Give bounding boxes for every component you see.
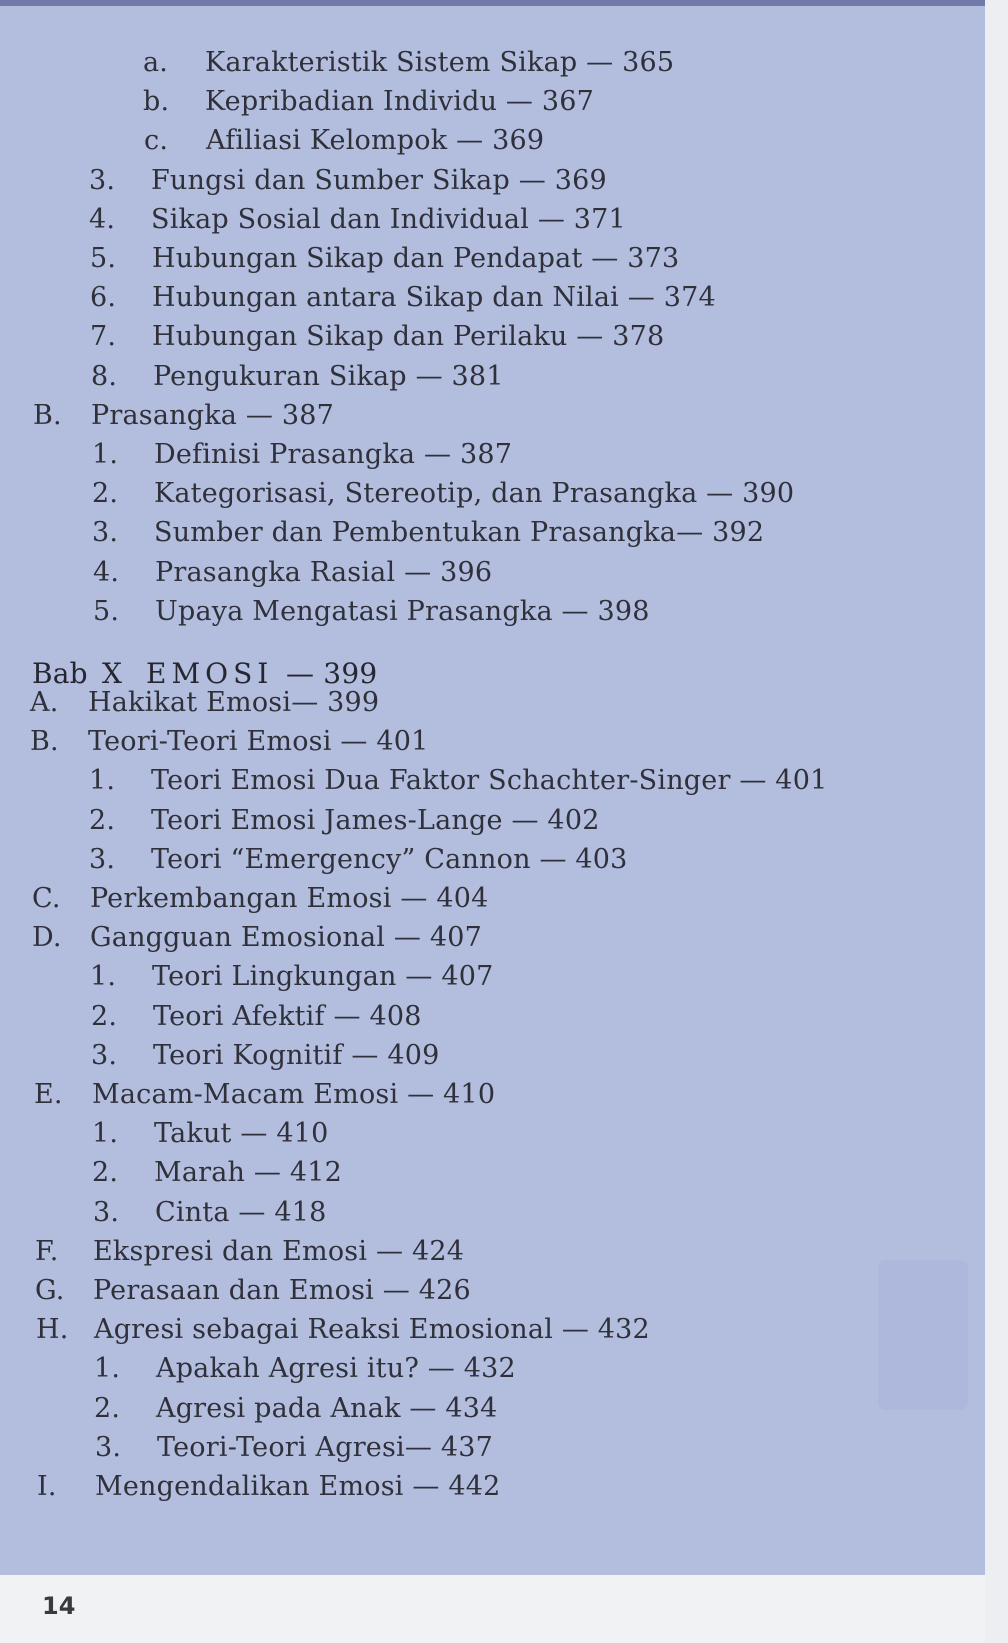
toc-entry-marker: 2. [92,1157,119,1189]
chapter-title: EMOSI [146,657,274,690]
toc-entry-text: Apakah Agresi itu? — 432 [156,1353,516,1385]
toc-entry-text: Teori Kognitif — 409 [153,1039,440,1071]
toc-entry-marker: 1. [89,765,116,797]
toc-entry-text: Prasangka — 387 [91,399,334,431]
toc-entry-marker: 4. [89,203,116,235]
toc-entry-marker: 5. [93,595,120,627]
toc-entry-marker: 3. [95,1431,122,1463]
toc-entry-marker: 2. [92,478,119,510]
toc-entry-marker: I. [37,1471,57,1502]
toc-entry-text: Cinta — 418 [155,1196,327,1228]
toc-entry-text: Prasangka Rasial — 396 [155,556,493,588]
toc-entry-text: Karakteristik Sistem Sikap — 365 [205,47,675,78]
toc-entry-text: Kepribadian Individu — 367 [205,86,595,118]
chapter-label: Bab [32,657,88,690]
toc-entry-text: Perkembangan Emosi — 404 [90,883,489,914]
toc-entry-marker: a. [143,47,169,78]
toc-entry-marker: 1. [92,439,119,470]
toc-entry-text: Gangguan Emosional — 407 [90,922,483,954]
toc-entry-marker: B. [30,726,59,758]
toc-entry-text: Teori Lingkungan — 407 [152,961,494,993]
toc-entry-marker: A. [30,687,59,718]
page-number: 14 [42,1592,76,1620]
toc-entry-text: Teori-Teori Agresi— 437 [157,1431,493,1463]
page-right-margin [985,0,1008,1643]
toc-entry-text: Agresi pada Anak — 434 [156,1392,498,1424]
toc-entry-marker: C. [32,883,61,914]
toc-entry-text: Afiliasi Kelompok — 369 [206,125,545,157]
toc-entry-marker: 2. [89,804,116,836]
chapter-page: — 399 [286,657,378,690]
toc-entry-text: Teori Emosi Dua Faktor Schachter-Singer — 401 [151,765,828,797]
toc-entry-marker: F. [35,1235,59,1267]
toc-entry-text: Hubungan Sikap dan Pendapat — 373 [152,243,680,274]
toc-entry-text: Upaya Mengatasi Prasangka — 398 [155,595,650,627]
toc-entry-marker: 6. [90,282,117,314]
toc-entry-marker: 1. [92,1118,119,1150]
toc-entry-text: Teori-Teori Emosi — 401 [88,726,429,758]
toc-entry-marker: 8. [91,360,118,392]
toc-entry-marker: H. [36,1314,69,1346]
toc-entry-text: Agresi sebagai Reaksi Emosional — 432 [94,1314,650,1346]
toc-entry-marker: 1. [90,961,117,993]
toc-entry-marker: c. [144,125,169,157]
toc-entry-marker: 3. [93,1196,120,1228]
toc-entry-marker: 3. [92,517,119,549]
toc-entry-marker: 4. [93,556,120,588]
toc-entry-text: Sikap Sosial dan Individual — 371 [151,203,626,235]
toc-entry-marker: B. [33,399,62,431]
toc-entry-marker: 1. [94,1353,121,1385]
toc-entry-marker: 2. [91,1000,118,1032]
toc-entry-marker: 5. [90,243,117,274]
toc-entry-text: Hubungan antara Sikap dan Nilai — 374 [152,282,716,314]
toc-entry-text: Definisi Prasangka — 387 [154,439,513,470]
print-smudge [878,1260,968,1410]
toc-entry-marker: E. [34,1079,63,1110]
toc-entry-text: Sumber dan Pembentukan Prasangka— 392 [154,517,765,549]
toc-entry-text: Perasaan dan Emosi — 426 [93,1275,471,1306]
toc-entry-text: Teori “Emergency” Cannon — 403 [151,843,628,875]
toc-entry-marker: 3. [89,164,116,196]
toc-entry-text: Macam-Macam Emosi — 410 [92,1079,496,1110]
toc-entry-text: Pengukuran Sikap — 381 [153,360,504,392]
toc-entry-text: Takut — 410 [154,1118,329,1150]
toc-entry-marker: 3. [89,843,116,875]
toc-entry-marker: D. [32,922,62,954]
chapter-number: X [102,657,123,690]
toc-entry-text: Fungsi dan Sumber Sikap — 369 [151,164,607,196]
toc-entry-marker: G. [35,1275,65,1306]
page-top-edge [0,0,1008,6]
toc-entry-text: Marah — 412 [154,1157,343,1189]
toc-entry-text: Mengendalikan Emosi — 442 [95,1471,501,1502]
toc-entry-marker: b. [143,86,170,118]
toc-entry-marker: 2. [94,1392,121,1424]
toc-entry-text: Teori Afektif — 408 [153,1000,422,1032]
toc-entry-marker: 7. [90,321,117,353]
toc-entry-text: Kategorisasi, Stereotip, dan Prasangka — 390 [154,478,795,510]
toc-entry-marker: 3. [91,1039,118,1071]
toc-entry-text: Hakikat Emosi— 399 [88,687,380,718]
toc-entry-text: Hubungan Sikap dan Perilaku — 378 [152,321,665,353]
toc-entry-text: Teori Emosi James-Lange — 402 [151,804,600,836]
toc-entry-text: Ekspresi dan Emosi — 424 [93,1235,465,1267]
